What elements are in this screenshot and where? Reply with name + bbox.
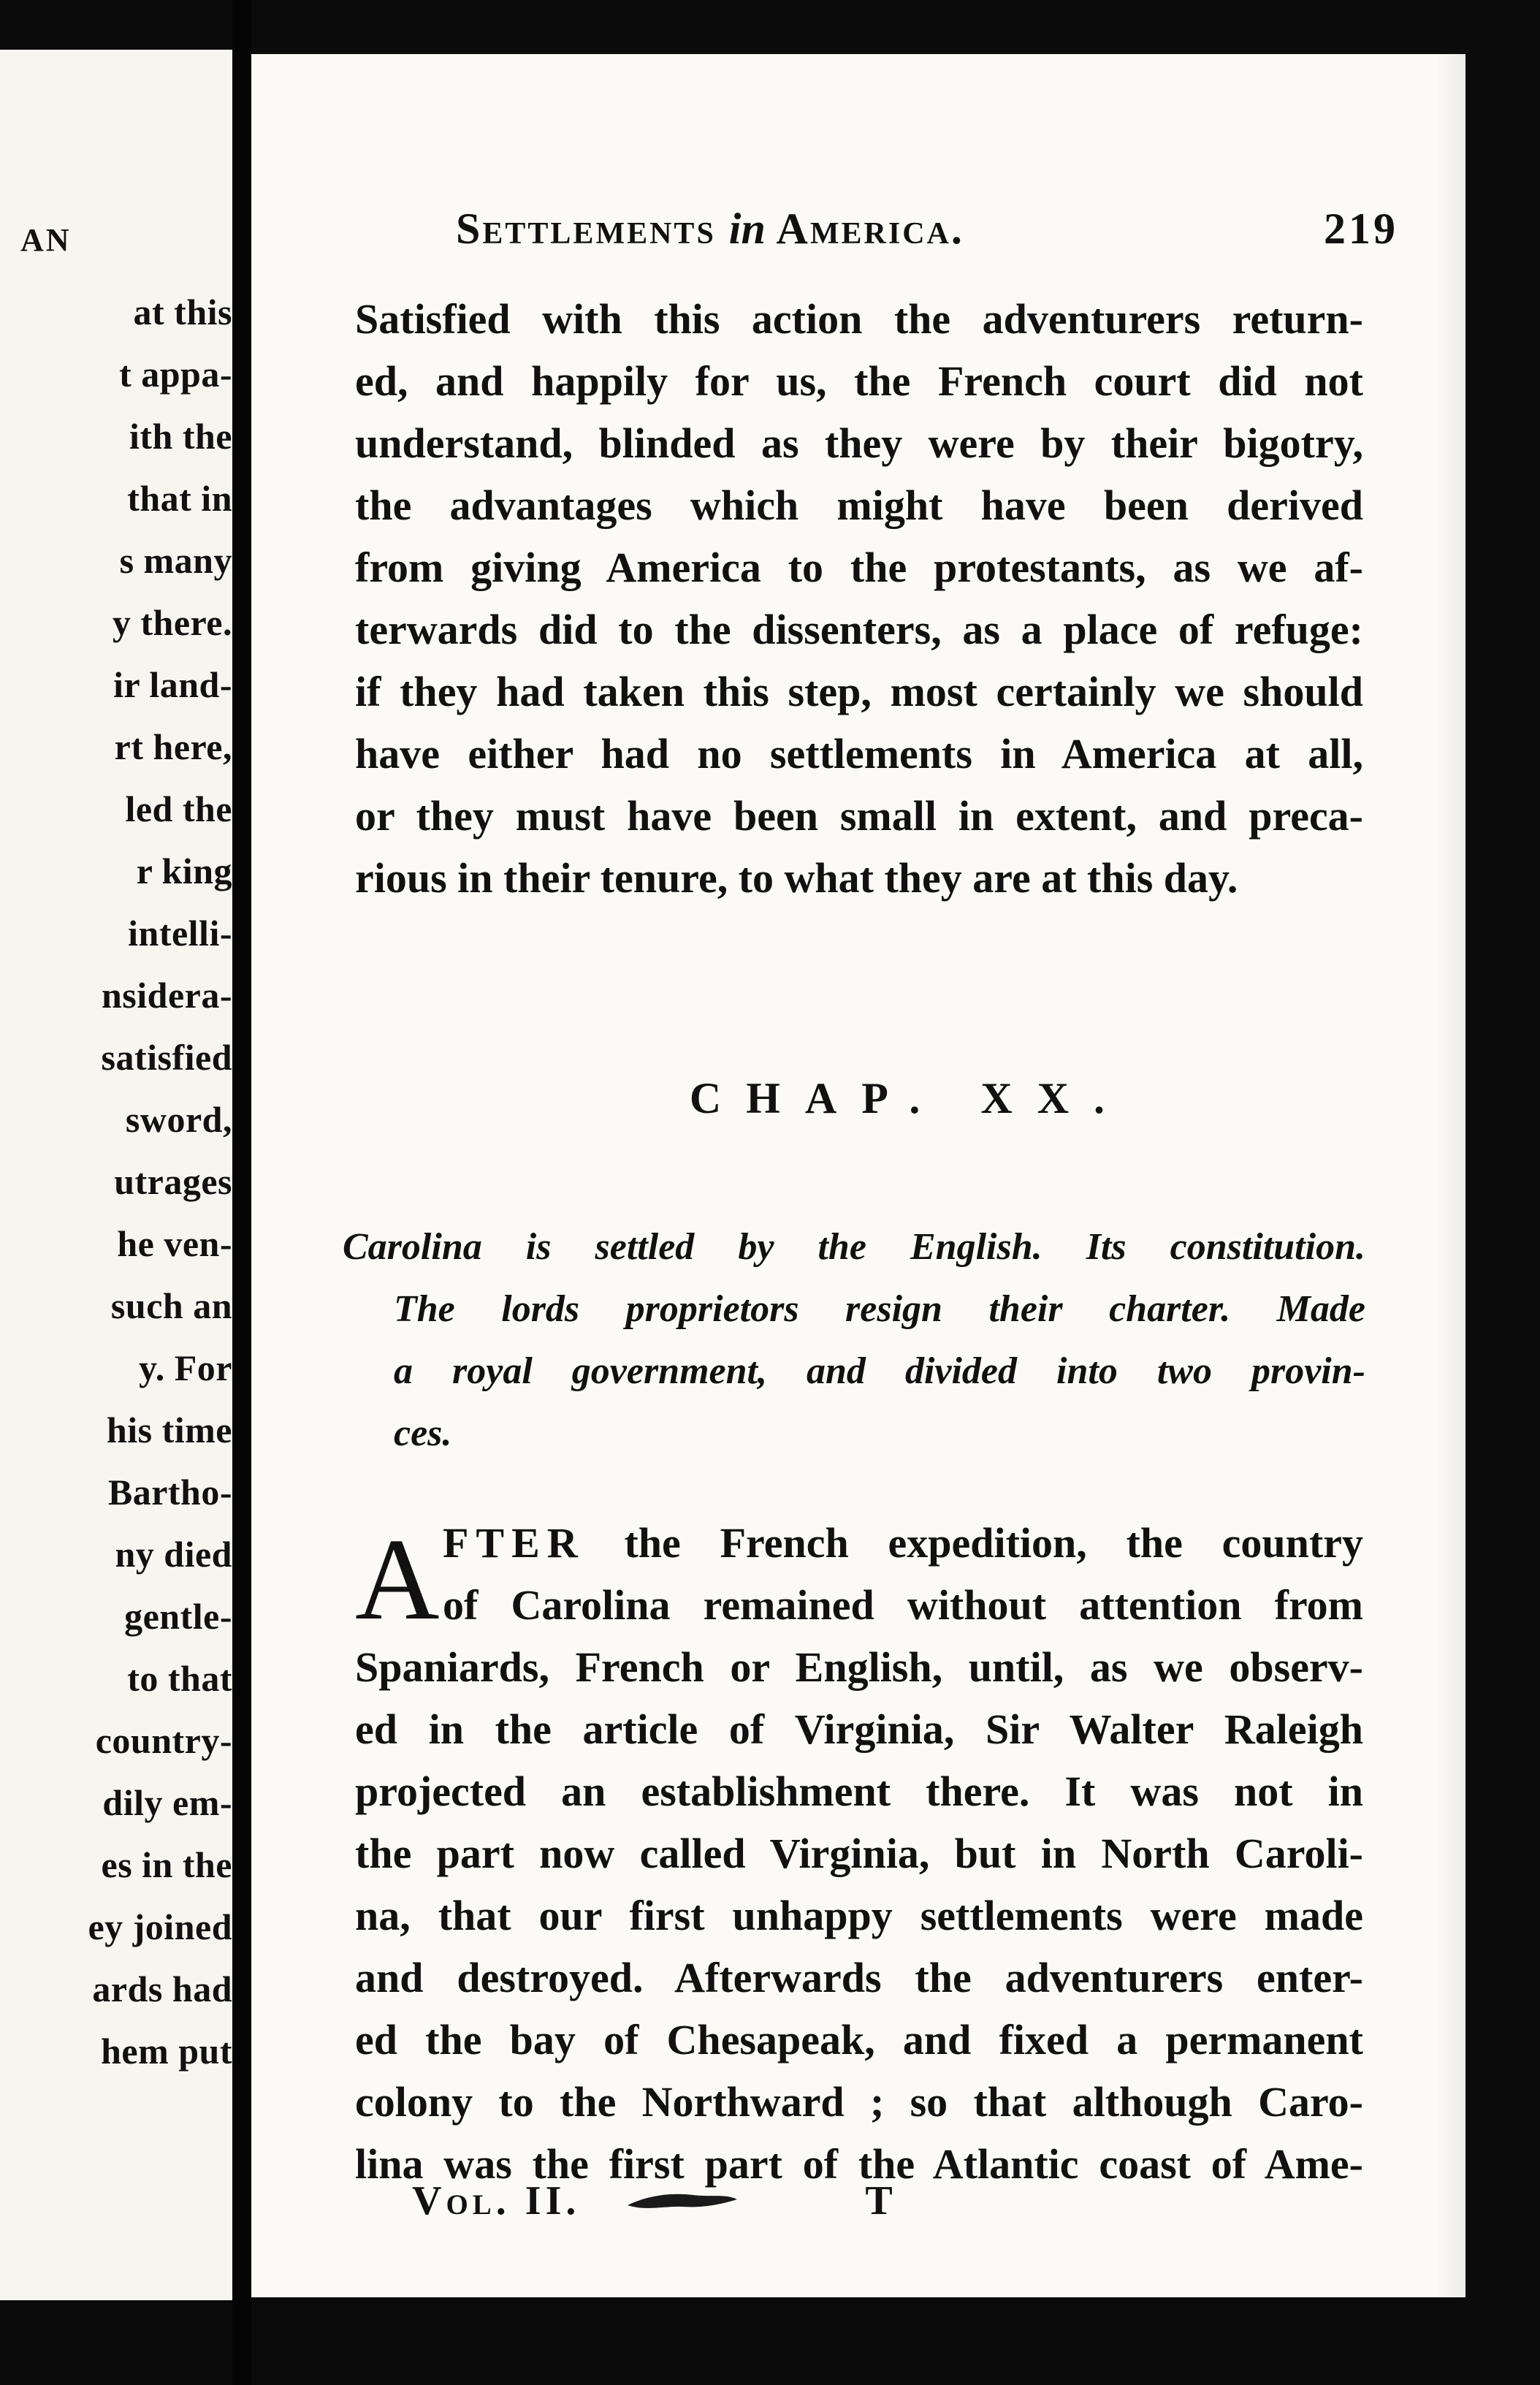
text-line: na, that our first unhappy settlements were made [355,1892,1363,1939]
facing-page-line: that in [127,478,232,519]
text-line: ed, and happily for us, the French court did not [355,357,1363,405]
text-line: or they must have been small in extent, and preca- [355,792,1363,840]
ink-blot-icon [624,2186,741,2215]
facing-page-line: he ven- [117,1223,232,1264]
facing-page-line: ards had [92,1969,232,2009]
facing-page-line: y there. [112,602,232,643]
text-line: from giving America to the protestants, as we af- [355,544,1363,591]
text-line: understand, blinded as they were by their bigotry, [355,419,1363,467]
signature-mark: T [865,2178,894,2224]
drop-cap: A [355,1514,440,1644]
facing-page-line: his time [106,1410,232,1450]
facing-page-line: y. For [139,1347,232,1388]
text-line: the advantages which might have been derived [355,482,1363,529]
facing-page-line: Bartho- [107,1472,232,1513]
facing-page-header-fragment: AN [20,222,72,258]
text-line: ed the bay of Chesapeak, and fixed a permanent [355,2016,1363,2063]
text-line: colony to the Northward ; so that although Caro- [355,2078,1363,2126]
volume-label: Vol. II. [412,2178,581,2224]
facing-page-line: satisfied [101,1037,232,1078]
facing-page-line: ey joined [88,1906,232,1947]
summary-line: a royal government, and divided into two provin- [394,1350,1365,1392]
summary-line: The lords proprietors resign their charter. Made [394,1288,1365,1330]
page-number: 219 [1324,205,1398,253]
book-page [251,54,1465,2297]
text-line: and destroyed. Afterwards the adventurers enter- [355,1954,1363,2001]
facing-page-line: hem put [101,2031,232,2072]
facing-page-line: s many [119,540,232,581]
page-edge [1436,54,1465,2297]
running-title-in: in [728,205,766,253]
text-line: have either had no settlements in America at all, [355,730,1363,777]
facing-page-line: es in the [101,1844,232,1885]
text-line: projected an establishment there. It was not in [355,1768,1363,1815]
facing-page-line: such an [110,1285,232,1326]
text-line: if they had taken this step, most certainly we should [355,668,1363,715]
facing-page-line: dily em- [102,1782,232,1823]
running-title-part2: America. [776,205,964,253]
running-title-part1: Settlements [456,205,716,253]
running-head [456,204,1398,254]
text-line: of Carolina remained without attention from [443,1581,1363,1629]
text-line: ed in the article of Virginia, Sir Walter Raleigh [355,1705,1363,1753]
facing-page-line: rt here, [114,726,232,767]
facing-page-line: utrages [114,1161,232,1202]
facing-page-line: at this [133,292,232,332]
chapter-summary [343,1216,1365,1464]
facing-page-line: to that [127,1658,232,1699]
facing-page-line: gentle- [124,1596,232,1637]
facing-page-line: ith the [129,416,232,457]
text-line: Satisfied with this action the adventurers return- [355,295,1363,343]
facing-page-line: r king [136,851,232,891]
facing-page-line: nsidera- [102,975,232,1016]
facing-page-line: led the [125,788,232,829]
facing-page [0,50,232,2300]
text-line: rious in their tenure, to what they are at this day. [355,854,1238,902]
opening-word: FTER [443,1519,585,1567]
paragraph-1 [355,288,1363,909]
text-line: Spaniards, French or English, until, as we observ- [355,1643,1363,1691]
summary-line: Carolina is settled by the English. Its constitution. [343,1226,1365,1268]
facing-page-line: intelli- [128,913,232,954]
summary-line: ces. [394,1412,452,1454]
facing-page-line: sword, [125,1099,232,1140]
page-footer [412,2177,1252,2224]
text-line [355,1512,1363,1574]
facing-page-line: t appa- [119,354,232,395]
chapter-heading: CHAP. XX. [689,1074,1130,1122]
running-title [456,204,964,254]
facing-page-line: ny died [115,1534,232,1575]
facing-page-line: ir land- [113,664,232,705]
text-line-rest: the French expedition, the country [624,1519,1364,1567]
text-line: terwards did to the dissenters, as a place of refuge: [355,606,1363,653]
book-gutter [232,0,251,2385]
text-line: lina was the first part of the Atlantic coast of Ame- [355,2140,1363,2188]
text-line: the part now called Virginia, but in North Caroli- [355,1830,1363,1877]
facing-page-line: country- [95,1720,232,1761]
paragraph-2 [355,1512,1363,2195]
